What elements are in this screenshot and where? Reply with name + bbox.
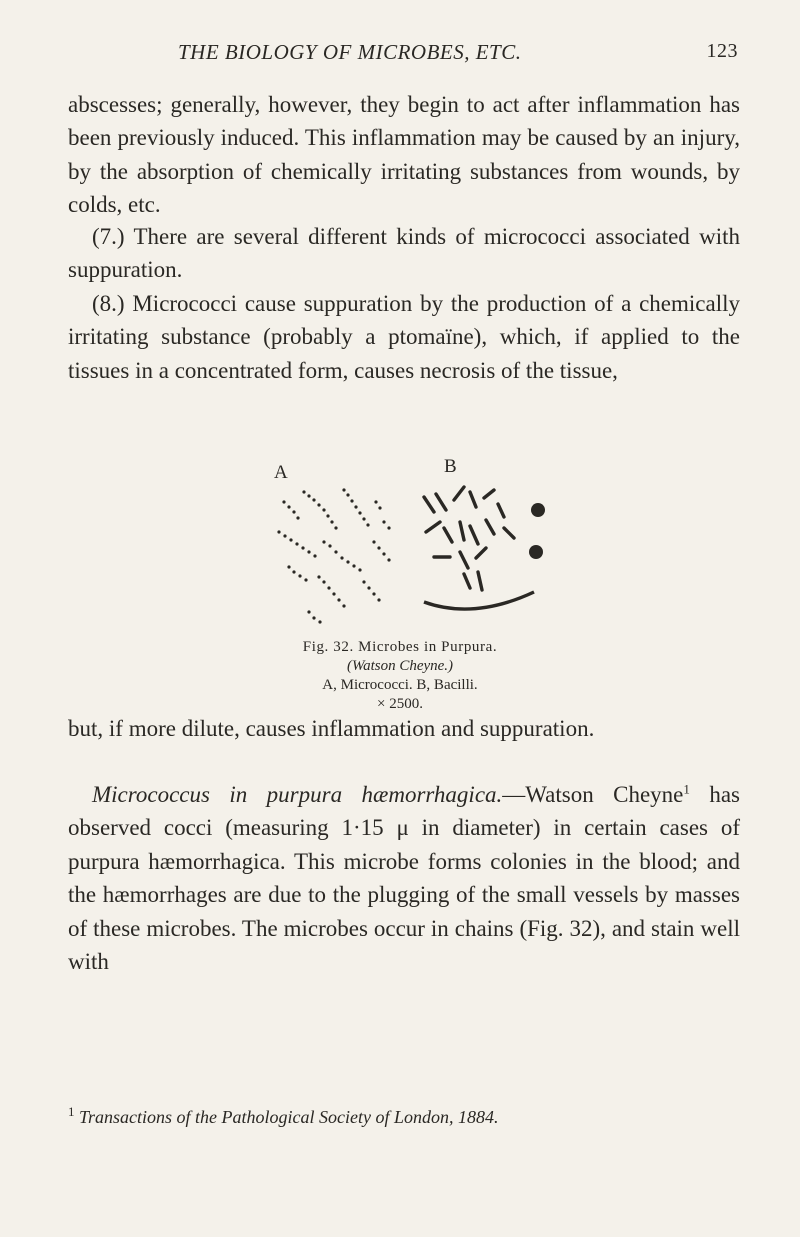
figure-32 (264, 456, 564, 637)
cell-cluster-upper (531, 503, 545, 517)
caption-title: Fig. 32. Microbes in Purpura. (302, 639, 498, 655)
figure-caption (200, 638, 600, 714)
micrograph-illustration (264, 462, 564, 637)
section-heading: Micrococcus in purpura hæmorrhagica. (92, 782, 503, 807)
figure-label-b: B (444, 456, 457, 477)
caption-magnification: × 2500. (377, 696, 423, 712)
running-header (68, 40, 738, 74)
caption-credit: (Watson Cheyne.) (346, 658, 454, 674)
footnote-reference: 1 (683, 781, 690, 797)
paragraph-5 (68, 778, 740, 978)
author-lead: —Watson Cheyne (502, 782, 684, 807)
paragraph-5-text: has observed cocci (measuring 1·15 μ in diameter) in certain cases of purpura hæmorrhagica. This microbe forms colonies in the blood; and the hæmorrhages are due to the plugging of the small vessels by masses of these microbes. The microbes occur in chains (Fig. 32), and stain well with (68, 782, 740, 975)
paragraph-1: abscesses; generally, however, they begin to act after inflammation has been previously induced. This inflammation may be caused by an injury, by the absorption of chemically irritating substances from wounds, by colds, etc. (68, 92, 740, 218)
vessel-outline (424, 592, 534, 609)
paragraph-3: (8.) Micrococci cause suppuration by the production of a chemically irritating substance (probably a ptomaïne), which, if applied to the tissues in a concentrated form, causes necrosis of the tissue, (68, 291, 740, 383)
paragraph-2: (7.) There are several different kinds of micrococci associated with suppuration. (68, 224, 740, 283)
footnote-mark: 1 (68, 1104, 75, 1119)
figure-label-a: A (274, 462, 288, 483)
footnote (68, 1106, 740, 1128)
page-number: 123 (706, 40, 738, 62)
bacilli-rods (424, 487, 514, 590)
running-title: THE BIOLOGY OF MICROBES, ETC. (178, 40, 522, 64)
paragraph-4: but, if more dilute, causes inflammation and suppuration. (68, 716, 595, 741)
footnote-text: Transactions of the Pathological Society of London, 1884. (79, 1107, 499, 1127)
cell-cluster-lower (529, 545, 543, 559)
caption-legend: A, Micrococci. B, Bacilli. (322, 677, 478, 693)
micrococci-chains (277, 488, 390, 623)
